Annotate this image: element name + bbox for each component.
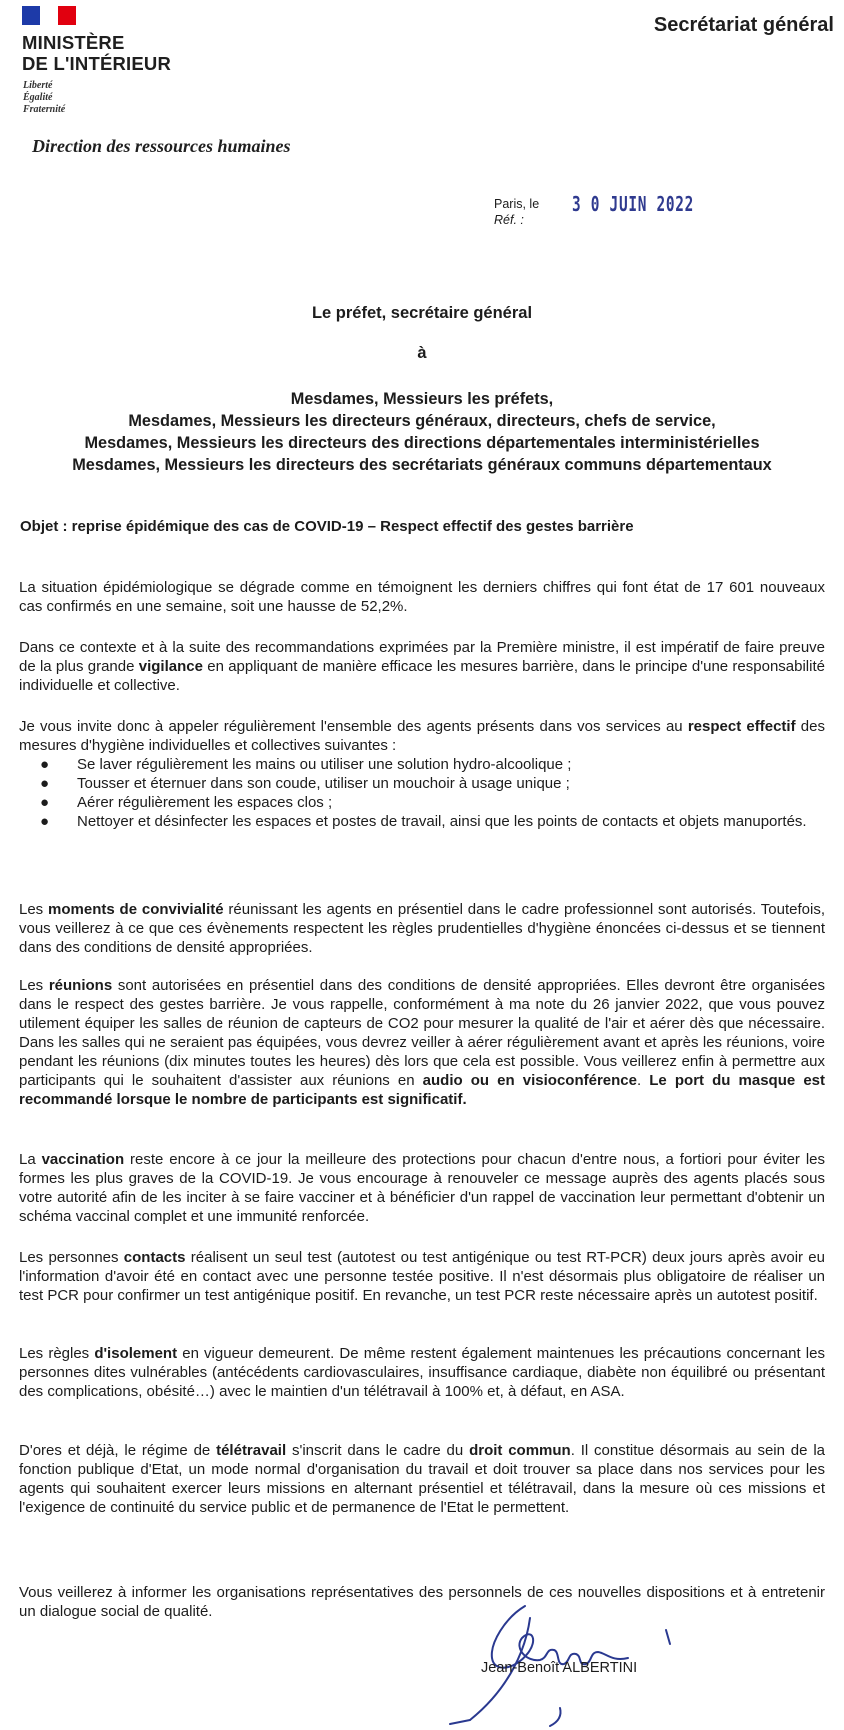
ministry-name-line2: DE L'INTÉRIEUR xyxy=(22,53,172,74)
date-stamp: 3 0 JUIN 2022 xyxy=(572,192,695,216)
recipient-line: Mesdames, Messieurs les préfets, xyxy=(290,390,554,408)
motto-fraternite: Fraternité xyxy=(23,104,66,115)
paragraph-contacts: Les personnes contacts réalisent un seul test (autotest ou test antigénique ou test RT-PCR) deux jours après avoir eu l'information d'avoir été en contact avec une personne testée positive. Il n'est désormais plus obligatoire de réaliser un test PCR pour confirmer un test antigénique positif. En revanche, un test PCR reste nécessaire après un autotest positif. xyxy=(19,1249,825,1304)
list-item: ● Se laver régulièrement les mains ou utiliser une solution hydro-alcoolique ; xyxy=(40,756,572,773)
object-line: Objet : reprise épidémique des cas de COVID-19 – Respect effectif des gestes barrière xyxy=(20,518,634,535)
place-label: Paris, le xyxy=(494,197,540,211)
sender-title: Le préfet, secrétaire général xyxy=(311,304,533,322)
paragraph-social-dialogue: Vous veillerez à informer les organisations représentatives des personnels de ces nouvelles dispositions et à entretenir un dialogue social de qualité. xyxy=(19,1584,825,1620)
dateline xyxy=(494,196,539,228)
paragraph-context: Dans ce contexte et à la suite des recommandations exprimées par la Première ministre, il est impératif de faire preuve de la plus grande vigilance en appliquant de manière efficace les mesures barrière, dans le principe d'une responsabilité individuelle et collective. xyxy=(19,639,825,694)
bullet-icon: ● xyxy=(40,775,50,792)
paragraph-vaccination: La vaccination reste encore à ce jour la meilleure des protections pour chacun d'entre nous, a fortiori pour éviter les formes les plus graves de la COVID-19. Je vous encourage à renouveler ce message auprès des agents placés sous votre autorité afin de les inciter à se faire vacciner et à bénéficier d'un rappel de vaccination leur permettant d'obtenir un schéma vaccinal complet et une immunité renforcée. xyxy=(19,1151,825,1225)
paragraph-conviviality: Les moments de convivialité réunissant les agents en présentiel dans le cadre professionnel sont autorisés. Toutefois, vous veillerez à ce que ces évènements respectent les règles prudentielles d'hygiène énoncées ci-dessus et se tiennent dans des conditions de densité appropriées. xyxy=(19,901,825,956)
bullet-icon: ● xyxy=(40,756,50,773)
marianne-flag-logo xyxy=(22,6,76,25)
paragraph-invitation: Je vous invite donc à appeler régulièrement l'ensemble des agents présents dans vos services au respect effectif des mesures d'hygiène individuelles et collectives suivantes : xyxy=(19,718,825,754)
republic-motto xyxy=(23,80,65,116)
recipient-line: Mesdames, Messieurs les directeurs des secrétariats généraux communs départementaux xyxy=(72,456,772,474)
bullet-icon: ● xyxy=(40,794,50,811)
recipient-line: Mesdames, Messieurs les directeurs généraux, directeurs, chefs de service, xyxy=(128,412,716,430)
hygiene-measures-list xyxy=(40,755,826,831)
motto-liberte: Liberté xyxy=(23,80,53,91)
to-word: à xyxy=(417,344,427,362)
bullet-icon: ● xyxy=(40,813,50,830)
recipients-block xyxy=(0,388,844,476)
signatory-name: Jean-Benoît ALBERTINI xyxy=(481,1660,638,1676)
list-item: ● Tousser et éternuer dans son coude, utiliser un mouchoir à usage unique ; xyxy=(40,775,570,792)
motto-egalite: Égalité xyxy=(23,92,53,103)
list-item: ● Aérer régulièrement les espaces clos ; xyxy=(40,794,333,811)
paragraph-telework: D'ores et déjà, le régime de télétravail s'inscrit dans le cadre du droit commun. Il constitue désormais au sein de la fonction publique d'Etat, un mode normal d'organisation du travail et doit trouver sa place dans nos services pour les agents qui souhaitent exercer leurs missions en alternant présentiel et télétravail, dans la mesure où ces missions et l'exigence de continuité du service public et de permanence de l'Etat le permettent. xyxy=(19,1442,825,1516)
list-item: ● Nettoyer et désinfecter les espaces et postes de travail, ainsi que les points de contacts et objets manuportés. xyxy=(40,813,807,830)
ref-label: Réf. : xyxy=(494,213,524,227)
recipient-line: Mesdames, Messieurs les directeurs des directions départementales interministérielles xyxy=(84,434,760,452)
direction-title: Direction des ressources humaines xyxy=(32,136,291,156)
paragraph-isolation: Les règles d'isolement en vigueur demeurent. De même restent également maintenues les précautions concernant les personnes dites vulnérables (antécédents cardiovasculaires, insuffisance cardiaque, diabète non équilibré ou présentant des complications, obésité…) avec le maintien d'un télétravail à 100% et, à défaut, en ASA. xyxy=(19,1345,825,1400)
ministry-name xyxy=(22,32,171,74)
secretariat-title: Secrétariat général xyxy=(653,14,834,36)
ministry-name-line1: MINISTÈRE xyxy=(22,32,125,53)
paragraph-meetings: Les réunions sont autorisées en présentiel dans des conditions de densité appropriées. Elles devront être organisées dans le respect des gestes barrière. Je vous rappelle, conformément à ma note du 26 janvier 2022, que vous pouvez utilement équiper les salles de réunion de capteurs de CO2 pour mesurer la qualité de l'air et aérer dès que nécessaire. Dans les salles qui ne seraient pas équipées, vous devrez veiller à aérer régulièrement avant et après les réunions, voire pendant les réunions (dix minutes toutes les heures) dès lors que cela est possible. Vous veillerez enfin à permettre aux participants qui le souhaitent d'assister aux réunions en audio ou en visioconférence. Le port du masque est recommandé lorsque le nombre de participants est significatif. xyxy=(19,977,825,1108)
paragraph-situation: La situation épidémiologique se dégrade comme en témoignent les derniers chiffres qui font état de 17 601 nouveaux cas confirmés en une semaine, soit une hausse de 52,2%. xyxy=(19,579,825,615)
